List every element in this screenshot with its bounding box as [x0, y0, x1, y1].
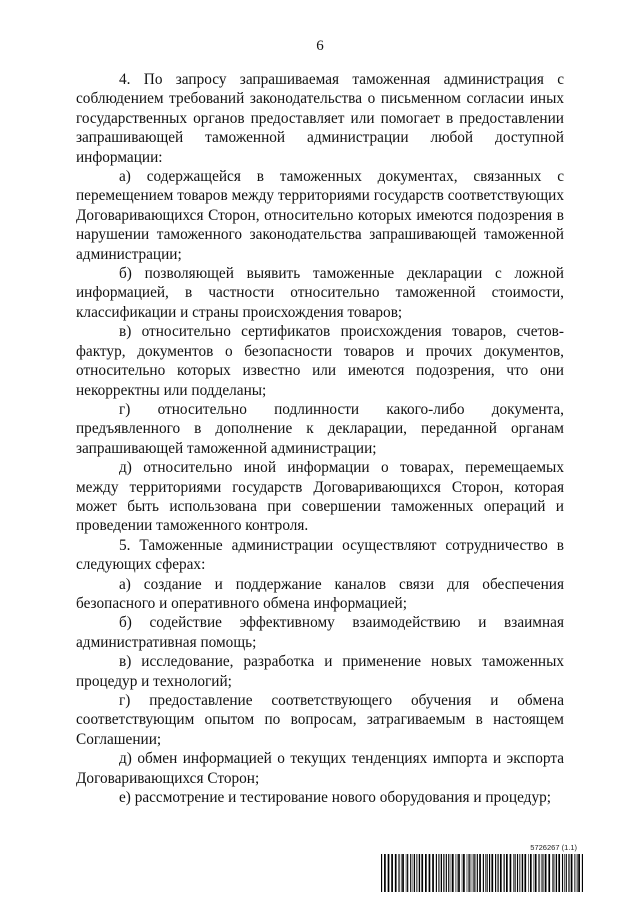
- document-body: [76, 70, 564, 807]
- paragraph-5-v: в) исследование, разработка и применение новых таможенных процедур и технологий;: [76, 653, 564, 690]
- paragraph-4-v: в) относительно сертификатов происхождения товаров, счетов-фактур, документов о безопасности товаров и прочих документов, относительно которых известно или имеются подозрения, что они некорректны или подделаны;: [76, 323, 564, 399]
- paragraph-4: 4. По запросу запрашиваемая таможенная администрация с соблюдением требований законодательства о письменном согласии иных государственных органов предоставляет или помогает в предоставлении запрашивающей таможенной администрации любой доступной информации:: [76, 71, 564, 166]
- document-barcode: [380, 843, 585, 895]
- barcode-label: 5726267 (1.1): [530, 843, 577, 852]
- paragraph-4-a: а) содержащейся в таможенных документах, связанных с перемещением товаров между территориями государств соответствующих Договаривающихся Сторон, относительно которых имеются подозрения в нарушении таможенного законодательства запрашивающей таможенной администрации;: [76, 168, 564, 263]
- paragraph-5-b: б) содействие эффективному взаимодействию и взаимная административная помощь;: [76, 614, 564, 651]
- paragraph-4-d: д) относительно иной информации о товарах, перемещаемых между территориями государств Договаривающихся Сторон, которая может быть использована при совершении таможенных операций и проведении таможенного контроля.: [76, 459, 564, 535]
- paragraph-5: 5. Таможенные администрации осуществляют сотрудничество в следующих сферах:: [76, 536, 564, 574]
- paragraph-4-g: г) относительно подлинности какого-либо документа, предъявленного в дополнение к декларации, переданной органам запрашивающей таможенной администрации;: [76, 400, 564, 457]
- paragraph-4-b: б) позволяющей выявить таможенные декларации с ложной информацией, в частности относительно таможенной стоимости, классификации и страны происхождения товаров;: [76, 265, 564, 321]
- paragraph-5-d: д) обмен информацией о текущих тенденциях импорта и экспорта Договаривающихся Сторон;: [76, 750, 564, 787]
- paragraph-5-g: г) предоставление соответствующего обучения и обмена соответствующим опытом по вопросам, затрагиваемым в настоящем Соглашении;: [76, 692, 564, 748]
- paragraph-5-e: е) рассмотрение и тестирование нового оборудования и процедур;: [119, 789, 552, 807]
- barcode-icon: [380, 854, 585, 892]
- page-number: 6: [316, 38, 324, 54]
- paragraph-5-a: а) создание и поддержание каналов связи для обеспечения безопасного и оперативного обмена информацией;: [76, 575, 564, 612]
